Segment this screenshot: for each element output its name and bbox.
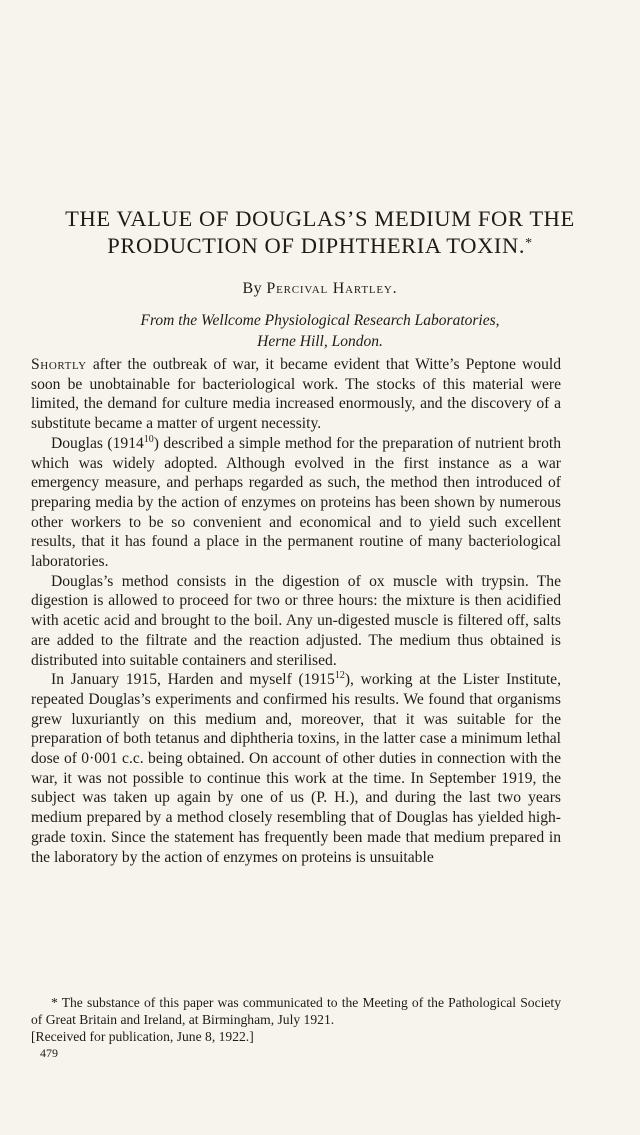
article-title — [20, 205, 620, 259]
affiliation — [0, 310, 640, 352]
affiliation-line-1: From the Wellcome Physiological Research Laboratories, — [140, 312, 500, 329]
paragraph-4 — [31, 670, 561, 867]
paragraph-2-text: ) described a simple method for the preparation of nutrient broth which was widely adopted. Although evolved in the first instance as a war emergency measure, and perhaps regarded as such, the method then introduced of preparing media by the action of enzymes on proteins has been shown by numerous other workers to be so convenient and economical and to yield such excellent results, that it has found a place in the permanent routine of many bacteriological laboratories. — [31, 434, 561, 571]
paragraph-1-lead: Shortly — [31, 356, 87, 373]
footnote-text: * The substance of this paper was communicated to the Meeting of the Pathological Society of Great Britain and Ireland, at Birmingham, July 1921. — [31, 995, 561, 1027]
paragraph-1 — [31, 355, 561, 434]
page-number: 479 — [40, 1046, 58, 1060]
affiliation-line-2: Herne Hill, London. — [257, 333, 383, 350]
article-title-line-2 — [20, 232, 620, 259]
paragraph-2-start: Douglas (1914 — [51, 434, 144, 452]
reference-10: 10 — [143, 433, 154, 445]
paragraph-4-text: ), working at the Lister Institute, repeated Douglas’s experiments and confirmed his results. We found that organisms grew luxuriantly on this medium and, moreover, that it was suitable for the preparation of both tetanus and diphtheria toxins, in the latter case a minimum lethal dose of 0·001 c.c. being obtained. On account of other duties in connection with the war, it was not possible to continue this work at the time. In September 1919, the subject was taken up again by one of us (P. H.), and during the last two years medium prepared by a method closely resembling that of Douglas has yielded high-grade toxin. Since the statement has frequently been made that medium prepared in the laboratory by the action of enzymes on proteins is unsuitable — [31, 671, 561, 866]
byline-prefix: By — [242, 280, 263, 297]
paragraph-1-text: after the outbreak of war, it became evident that Witte’s Peptone would soon be unobtainable for bacteriological work. The stocks of this material were limited, the demand for culture media increased enormously, and the discovery of a substitute became a matter of urgent necessity. — [31, 356, 561, 433]
paragraph-2 — [31, 434, 561, 572]
article-body — [31, 355, 561, 867]
footnote — [31, 994, 561, 1045]
author-name: Percival Hartley. — [266, 280, 398, 297]
byline — [0, 280, 640, 298]
paragraph-4-start: In January 1915, Harden and myself (1915 — [51, 671, 335, 689]
article-title-line-1: THE VALUE OF DOUGLAS’S MEDIUM FOR THE — [65, 206, 575, 231]
reference-12: 12 — [334, 670, 345, 682]
paragraph-3: Douglas’s method consists in the digestion of ox muscle with trypsin. The digestion is allowed to proceed for two or three hours: the mixture is then acidified with acetic acid and brought to the boil. Any un-digested muscle is filtered off, salts are added to the filtrate and the reaction adjusted. The medium thus obtained is distributed into suitable containers and sterilised. — [31, 572, 561, 669]
received-date: [Received for publication, June 8, 1922.] — [31, 1029, 254, 1044]
article-title-line-2-text: PRODUCTION OF DIPHTHERIA TOXIN. — [107, 233, 526, 258]
title-footnote-marker: * — [525, 236, 533, 251]
